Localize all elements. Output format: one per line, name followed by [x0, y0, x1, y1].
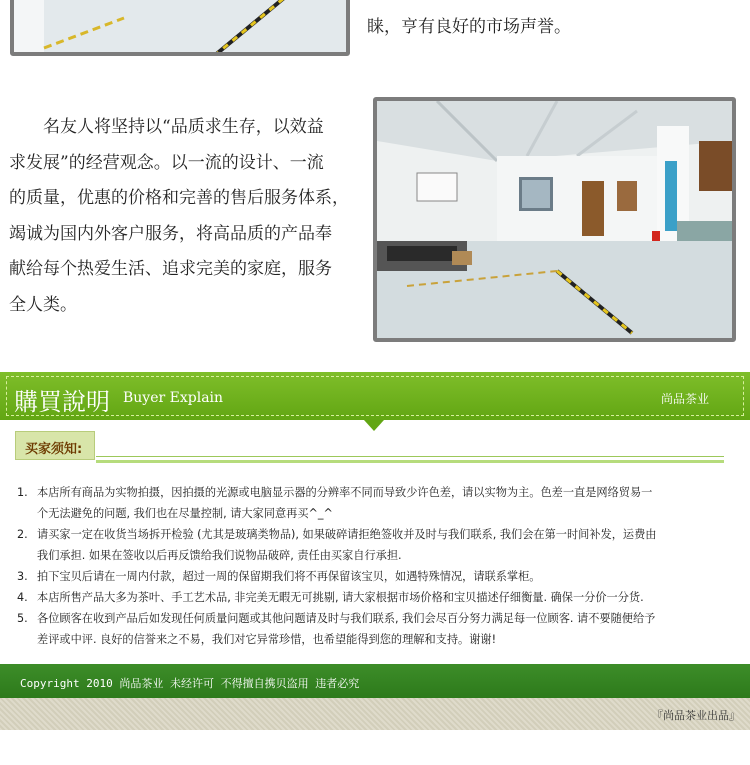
- list-item-text: 本店所售产品大多为茶叶、手工艺术品, 非完美无暇无可挑剔, 请大家根据市场价格和宝贝描述仔细衡量. 确保一分价一分货.: [37, 591, 644, 604]
- list-item-text: 我们承担. 如果在签收以后再反馈给我们说物品破碎, 责任由买家自行承担.: [37, 549, 402, 562]
- banner-notch: [364, 420, 384, 431]
- buyer-explain-banner: [0, 372, 750, 420]
- list-item-number: 4.: [17, 591, 28, 604]
- paragraph-line: 全人类。: [9, 294, 77, 315]
- top-caption: 睐，亨有良好的市场声誉。: [367, 17, 571, 37]
- copyright-text: Copyright 2010 尚品茶业 未经许可 不得擅自携贝盗用 违者必究: [20, 677, 360, 690]
- footer-brand-text: 『尚品茶业出品』: [652, 709, 740, 722]
- banner-brand: 尚品茶业: [660, 392, 709, 406]
- banner-subtitle: Buyer Explain: [123, 390, 224, 406]
- notice-list: [17, 482, 717, 650]
- list-item: [17, 524, 717, 566]
- list-item-number: 1.: [17, 486, 28, 499]
- paragraph-line: 竭诚为国内外客户服务，将高品质的产品奉: [9, 223, 332, 244]
- list-item-text: 各位顾客在收到产品后如发现任何质量问题或其他问题请及时与我们联系, 我们会尽百分努力满足每一位顾客. 请不要随便给予: [37, 612, 656, 625]
- banner-dashed-border: [6, 376, 744, 416]
- list-item: [17, 608, 717, 650]
- list-item-number: 2.: [17, 528, 28, 541]
- paragraph-line: 献给每个热爱生活、追求完美的家庭，服务: [9, 259, 332, 280]
- notice-heading: 买家须知:: [25, 442, 83, 457]
- footer-bar: [0, 664, 750, 698]
- paragraph-line: 求发展”的经营观念。以一流的设计、一流: [9, 152, 324, 173]
- divider: [96, 456, 724, 457]
- notice-heading-tab: [15, 431, 95, 460]
- list-item-text: 请买家一定在收货当场拆开检验 (尤其是玻璃类物品), 如果破碎请拒绝签收并及时与我们联系, 我们会在第一时间补发，运费由: [37, 528, 657, 541]
- paragraph-line: 名友人将坚持以“品质求生存，以效益: [43, 117, 324, 137]
- footer-texture: [0, 698, 750, 730]
- list-item-number: 5.: [17, 612, 28, 625]
- factory-photo-top: [10, 0, 350, 56]
- list-item-text: 本店所有商品为实物拍摄，因拍摄的光源或电脑显示器的分辨率不同而导致少许色差，请以实物为主。色差一直是网络贸易一: [37, 486, 653, 499]
- paragraph-line: 的质量，优惠的价格和完善的售后服务体系，: [9, 188, 349, 209]
- warehouse-photo: [373, 97, 736, 342]
- list-item-text: 拍下宝贝后请在一周内付款，超过一周的保留期我们将不再保留该宝贝，如遇特殊情况，请联系掌柜。: [37, 570, 541, 583]
- company-paragraph: [9, 110, 369, 324]
- list-item: [17, 587, 717, 608]
- list-item-number: 3.: [17, 570, 28, 583]
- divider: [96, 460, 724, 463]
- list-item: [17, 482, 717, 524]
- list-item: [17, 566, 717, 587]
- banner-title: 購買說明: [14, 388, 110, 416]
- list-item-text: 个无法避免的问题, 我们也在尽量控制, 请大家同意再买^_^: [37, 507, 333, 520]
- list-item-text: 差评或中评. 良好的信誉来之不易，我们对它异常珍惜，也希望能得到您的理解和支持。谢谢!: [37, 633, 497, 646]
